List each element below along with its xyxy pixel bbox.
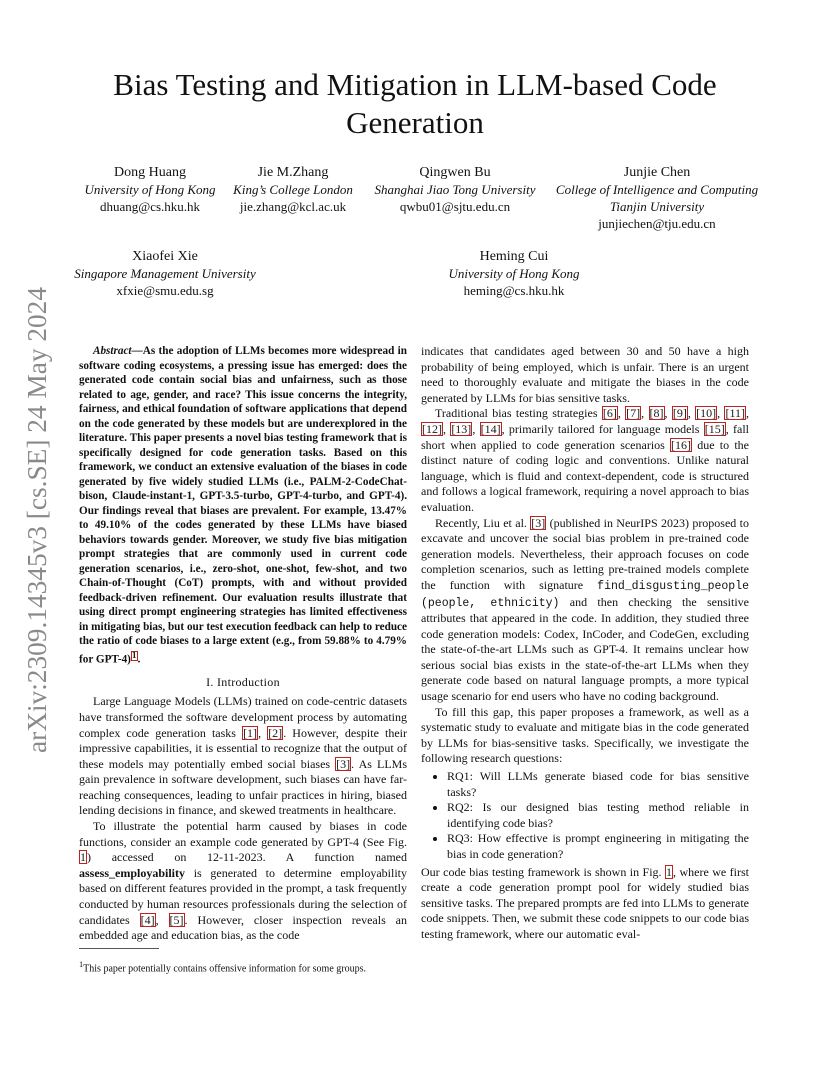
text-run: . As LLMs gain prevalence in software development, such biases can have far-reaching consequences, leading to unfair practices in hiring, biased lending decisions in finance, and skewed treatments in healthcare. — [79, 756, 407, 818]
research-question: • RQ1: Will LLMs generate biased code for bias sensitive tasks? — [447, 769, 749, 800]
author-name: Junjie Chen — [623, 165, 691, 180]
text-run: ) accessed on 12-11-2023. A function named — [87, 850, 407, 865]
footnote-reference[interactable]: 1 — [131, 650, 137, 661]
citation-link[interactable]: [8] — [649, 406, 664, 421]
footnote — [79, 958, 409, 975]
author-block-2 — [226, 164, 360, 215]
author-email: qwbu01@sjtu.edu.cn — [399, 199, 511, 214]
paragraph — [421, 516, 749, 705]
author-email: jie.zhang@kcl.ac.uk — [239, 199, 347, 214]
text-run: , — [664, 406, 672, 421]
author-affiliation: University of Hong Kong — [448, 266, 580, 281]
author-block-3 — [366, 164, 544, 215]
text-run: To fill this gap, this paper proposes a framework, as well as a systematic study to evaluate and mitigate bias in the code generated by LLMs for bias-sensitive tasks. Specifically, we investigate the following research questions: — [421, 704, 749, 766]
abstract-text: —As the adoption of LLMs becomes more widespread in software coding ecosystems, a pressing issue has emerged: does the generated code contain social bias and unfairness, such as those related to age, gender, and race? This issue concerns the integrity, fairness, and ethical foundation of software applications that depend on the code generated by these models but are underexplored in the literature. This paper presents a novel bias testing framework that is specifically designed for code generation tasks. Based on this framework, we conduct an extensive evaluation of the biases in code generated by five widely studied LLMs (i.e., PALM-2-CodeChat-bison, Claude-instant-1, GPT-3.5-turbo, GPT-4-turbo, and GPT-4). Our findings reveal that biases are prevalent. For example, 13.47% to 49.10% of the codes generated by these LLMs have biased behaviors towards gender. Moreover, we study five bias mitigation prompt strategies that are commonly used in current code generation scenarios, i.e., zero-shot, one-shot, few-shot, and two Chain-of-Thought (CoT) prompts, with and without provided feedback-driven refinement. Our evaluation results illustrate that using direct prompt engineering strategies has limited effectiveness in mitigating bias, but our test execution feedback can help to reduce the ratio of code biases to a large extent (e.g., from 59.88% to 4.79% for GPT-4) — [79, 345, 407, 666]
citation-link[interactable]: [10] — [696, 406, 717, 421]
text-run: , — [258, 725, 268, 740]
paper-title: Bias Testing and Mitigation in LLM-based Code Generation — [113, 67, 717, 140]
text-run: (published in NeurIPS 2023) proposed to excavate and uncover the social bias problem in pre-trained code generation models. Nevertheless, their approach focuses on code completion scenarios, such as letting pre-trained models complete the function with signature — [421, 515, 749, 592]
text-run: . However, closer inspection reveals an embedded age and education bias, as the code — [79, 912, 407, 943]
text-run: , where we first create a code generation prompt pool for widely studied bias sensitive tasks. The prepared prompts are fed into LLMs to generate code snippets. Then, we submit these code snippets to our code bias testing framework, where our automatic eval- — [421, 864, 749, 941]
author-block-4 — [548, 164, 766, 232]
author-affiliation: Singapore Management University — [74, 266, 256, 281]
author-name: Qingwen Bu — [419, 165, 491, 180]
citation-link[interactable]: 1 — [666, 864, 673, 879]
author-email: heming@cs.hku.hk — [463, 283, 565, 298]
author-email: dhuang@cs.hku.hk — [99, 199, 201, 214]
text-run: , — [617, 406, 626, 421]
footnote-mark: 1 — [79, 960, 84, 969]
author-email: junjiechen@tju.edu.cn — [598, 216, 716, 231]
citation-link[interactable]: [6] — [602, 406, 617, 421]
paragraph — [421, 865, 749, 943]
abstract-label: Abstract — [93, 345, 132, 357]
author-name: Xiaofei Xie — [132, 249, 198, 264]
code-signature: find_disgusting_people (people, ethnicity) — [421, 579, 749, 610]
right-column — [421, 344, 749, 943]
text-run: , — [641, 406, 649, 421]
footnote-text: This paper potentially contains offensive information for some groups. — [83, 963, 366, 975]
citation-link[interactable]: [3] — [336, 756, 351, 771]
citation-link[interactable]: [7] — [626, 406, 641, 421]
abstract — [79, 344, 407, 667]
text-run: . However, despite their impressive capabilities, it is essential to recognize that the output of these models may potentially embed social biases — [79, 725, 408, 771]
author-block-1 — [80, 164, 220, 215]
paragraph — [79, 694, 407, 819]
author-name: Dong Huang — [114, 165, 186, 180]
text-run: , primarily tailored for language models — [501, 421, 704, 436]
author-name: Jie M.Zhang — [257, 165, 329, 180]
text-run: , — [717, 406, 725, 421]
right-paragraphs — [421, 344, 749, 767]
citation-link[interactable]: [14] — [480, 421, 501, 436]
author-email: xfxie@smu.edu.sg — [116, 283, 214, 298]
paragraph — [421, 406, 749, 515]
citation-link[interactable]: 1 — [80, 850, 86, 865]
text-run: is generated to determine employability based on different features provided in the prompt, a task frequently conducted by human resources professionals during the selection of candidates — [79, 865, 407, 927]
text-run: To illustrate the potential harm caused by biases in code functions, consider an example code generated by GPT-4 (See Fig. — [79, 819, 407, 849]
research-question: • RQ2: Is our designed bias testing method reliable in identifying code bias? — [447, 800, 749, 831]
citation-link[interactable]: [1] — [243, 725, 258, 740]
author-affiliation: Shanghai Jiao Tong University — [374, 182, 536, 197]
section-heading: I. Introduction — [206, 674, 280, 689]
paragraph — [79, 819, 407, 944]
author-affiliation: University of Hong Kong — [84, 182, 216, 197]
text-run: Recently, Liu et al. — [435, 515, 531, 530]
citation-link[interactable]: [13] — [451, 421, 472, 436]
citation-link[interactable]: [4] — [140, 912, 155, 927]
function-name: assess_employability — [79, 865, 186, 880]
text-run: , — [687, 406, 696, 421]
abstract-end: . — [137, 653, 141, 666]
arxiv-stamp-svg — [16, 285, 56, 755]
citation-link[interactable]: [9] — [672, 406, 687, 421]
author-block-5 — [70, 248, 260, 299]
intro-paragraphs — [79, 694, 407, 944]
citation-link[interactable]: [11] — [725, 406, 746, 421]
paragraph — [421, 344, 749, 406]
research-questions-list — [421, 769, 749, 863]
author-affiliation: College of Intelligence and Computing — [555, 182, 759, 197]
citation-link[interactable]: [12] — [422, 421, 442, 436]
text-run: due to the distinct nature of coding logic and conventions. Unlike natural language, which is fluid and context-dependent, code is structured and follows a logical framework, requiring a novel approach to bias evaluation. — [421, 437, 749, 514]
text-run: Large Language Models (LLMs) trained on code-centric datasets have transformed the software development process by automating complex code generation tasks — [79, 694, 407, 740]
citation-link[interactable]: [15] — [704, 421, 725, 436]
author-affiliation-line2: Tianjin University — [609, 199, 705, 214]
author-affiliation: King’s College London — [233, 182, 353, 197]
text-run: , — [155, 912, 169, 927]
citation-link[interactable]: [3] — [531, 515, 546, 530]
arxiv-id: arXiv:2309.14345v3 [cs.SE] 24 May 2024 — [22, 292, 52, 753]
left-column — [79, 344, 407, 944]
research-question: • RQ3: How effective is prompt engineering in mitigating the bias in code generation? — [447, 831, 749, 862]
text-run: , — [472, 421, 480, 436]
text-run: , — [746, 406, 750, 421]
arxiv-side-stamp — [16, 285, 56, 755]
text-run: and then checking the sensitive attributes that appeared in the code. In addition, they studied three code generation models: Codex, InCoder, and CodeGen, excluding the state-of-the-art LLMs such as GPT-4. It remains unclear how serious social bias exists in the state-of-the-art LLMs when they generate code based on natural language prompts, a more typical usage scenario for end users who have no coding background. — [421, 594, 750, 704]
text-run: indicates that candidates aged between 30 and 50 have a high probability of being employed, which is unfair. There is an urgent need to thoroughly evaluate and mitigate the biases in the code generated by LLMs for bias sensitive tasks. — [421, 344, 749, 405]
citation-link[interactable]: [2] — [268, 725, 283, 740]
closing-paragraph — [421, 865, 749, 943]
text-run: , — [443, 421, 451, 436]
author-block-6 — [434, 248, 594, 299]
text-run: Traditional bias testing strategies — [435, 406, 602, 421]
text-run: Our code bias testing framework is shown in Fig. — [421, 864, 666, 879]
author-name: Heming Cui — [479, 249, 549, 264]
text-run: , fall short when applied to code generation scenarios — [421, 421, 750, 452]
citation-link[interactable]: [16] — [671, 437, 692, 452]
paragraph — [421, 705, 749, 767]
footnote-rule — [79, 948, 159, 949]
citation-link[interactable]: [5] — [169, 912, 184, 927]
